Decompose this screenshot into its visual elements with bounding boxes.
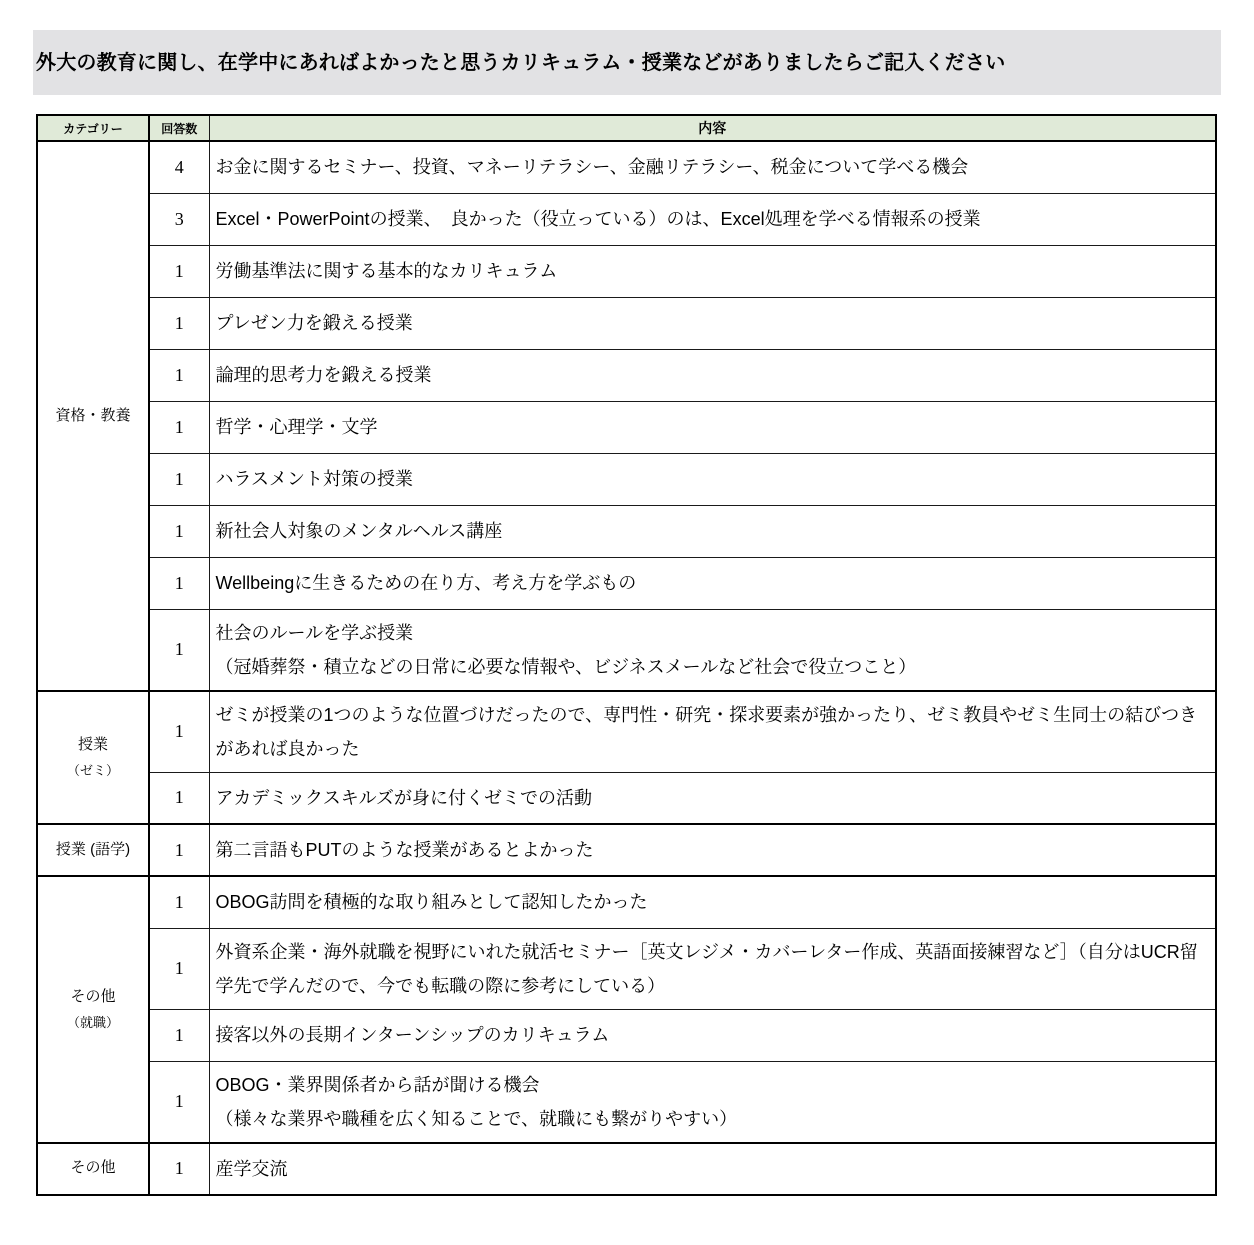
content-cell xyxy=(209,1009,1216,1061)
count-cell: 1 xyxy=(149,772,209,824)
count-cell: 1 xyxy=(149,609,209,691)
count-cell: 1 xyxy=(149,928,209,1009)
count-cell: 1 xyxy=(149,691,209,773)
category-label: その他 xyxy=(70,1159,116,1177)
count-cell: 1 xyxy=(149,245,209,297)
content-cell xyxy=(209,928,1216,1009)
content-cell xyxy=(209,824,1216,876)
content-text: Excel・PowerPointの授業、 良かった（役立っている）のは、Excel処理を学べる情報系の授業 xyxy=(215,209,981,229)
table-row xyxy=(37,505,1216,557)
table-row xyxy=(37,1061,1216,1143)
count-cell: 1 xyxy=(149,401,209,453)
content-cell xyxy=(209,505,1216,557)
content-text: （様々な業界や職種を広く知ることで、就職にも繋がりやすい） xyxy=(215,1108,738,1129)
content-text: 論理的思考力を鍛える授業 xyxy=(215,365,432,385)
count-cell: 1 xyxy=(149,349,209,401)
table-row xyxy=(37,928,1216,1009)
count-cell: 1 xyxy=(149,824,209,876)
content-text: プレゼン力を鍛える授業 xyxy=(215,313,413,333)
title-banner xyxy=(33,30,1221,95)
page-title: 外大の教育に関し、在学中にあればよかったと思うカリキュラム・授業などがありましたらご記入ください xyxy=(36,51,1006,74)
content-text: 哲学・心理学・文学 xyxy=(215,417,378,437)
content-text: お金に関するセミナー、投資、マネーリテラシー、金融リテラシー、税金について学べる機会 xyxy=(215,157,969,178)
content-cell xyxy=(209,141,1216,193)
content-text: 労働基準法に関する基本的なカリキュラム xyxy=(215,261,558,281)
category-label: その他 xyxy=(70,987,116,1005)
table-header-row xyxy=(37,115,1216,141)
content-text: 接客以外の長期インターンシップのカリキュラム xyxy=(215,1025,610,1045)
content-text: 第二言語もPUTのような授業があるとよかった xyxy=(215,840,594,860)
count-cell: 1 xyxy=(149,557,209,609)
content-text: 外資系企業・海外就職を視野にいれた就活セミナー［英文レジメ・カバーレター作成、英語面接練習など］（自分はUCR留学先で学んだので、今でも転職の際に参考にしている） xyxy=(215,941,1198,996)
table-row xyxy=(37,772,1216,824)
header-category: カテゴリー xyxy=(37,115,149,141)
content-cell xyxy=(209,401,1216,453)
count-cell: 3 xyxy=(149,193,209,245)
content-text: （冠婚葬祭・積立などの日常に必要な情報や、ビジネスメールなど社会で役立つこと） xyxy=(215,656,917,677)
table-row xyxy=(37,1009,1216,1061)
content-text: OBOG訪問を積極的な取り組みとして認知したかった xyxy=(215,892,648,913)
content-text: ゼミが授業の1つのような位置づけだったので、専門性・研究・探求要素が強かったり、ゼミ教員やゼミ生同士の結びつきがあれば良かった xyxy=(215,704,1198,759)
table-row xyxy=(37,691,1216,773)
count-cell: 1 xyxy=(149,1061,209,1143)
count-cell: 1 xyxy=(149,453,209,505)
header-content: 内容 xyxy=(209,115,1216,141)
category-label: 授業 (語学) xyxy=(55,840,131,858)
table-row xyxy=(37,349,1216,401)
count-cell: 1 xyxy=(149,505,209,557)
table-row xyxy=(37,876,1216,928)
table-row xyxy=(37,193,1216,245)
count-cell: 1 xyxy=(149,1143,209,1195)
category-label: 資格・教養 xyxy=(55,406,131,424)
table-row xyxy=(37,609,1216,691)
survey-table xyxy=(36,114,1217,1196)
category-label: 授業 xyxy=(77,735,108,753)
content-cell xyxy=(209,349,1216,401)
category-cell xyxy=(37,876,149,1143)
category-cell xyxy=(37,1143,149,1195)
header-count: 回答数 xyxy=(149,115,209,141)
content-cell xyxy=(209,453,1216,505)
table-row xyxy=(37,453,1216,505)
count-cell: 4 xyxy=(149,141,209,193)
content-text: 社会のルールを学ぶ授業 xyxy=(215,622,414,643)
content-cell xyxy=(209,1061,1216,1143)
content-text: 新社会人対象のメンタルヘルス講座 xyxy=(215,521,503,541)
content-cell xyxy=(209,609,1216,691)
table-row xyxy=(37,141,1216,193)
content-cell xyxy=(209,691,1216,773)
table-row xyxy=(37,1143,1216,1195)
table-row xyxy=(37,245,1216,297)
content-cell xyxy=(209,245,1216,297)
content-text: Wellbeingに生きるための在り方、考え方を学ぶもの xyxy=(215,573,637,593)
count-cell: 1 xyxy=(149,297,209,349)
content-cell xyxy=(209,557,1216,609)
count-cell: 1 xyxy=(149,1009,209,1061)
table-row xyxy=(37,297,1216,349)
table-row xyxy=(37,557,1216,609)
count-cell: 1 xyxy=(149,876,209,928)
content-cell xyxy=(209,1143,1216,1195)
table-body xyxy=(37,141,1216,1195)
category-label: （就職） xyxy=(66,1015,119,1031)
content-cell xyxy=(209,876,1216,928)
category-cell xyxy=(37,824,149,876)
content-text: 産学交流 xyxy=(215,1158,288,1179)
table-row xyxy=(37,824,1216,876)
category-cell xyxy=(37,691,149,825)
table-row xyxy=(37,401,1216,453)
content-cell xyxy=(209,772,1216,824)
category-label: （ゼミ） xyxy=(66,763,119,779)
content-cell xyxy=(209,297,1216,349)
category-cell xyxy=(37,141,149,691)
content-cell xyxy=(209,193,1216,245)
content-text: ハラスメント対策の授業 xyxy=(215,469,413,489)
content-text: アカデミックスキルズが身に付くゼミでの活動 xyxy=(215,787,593,808)
content-text: OBOG・業界関係者から話が聞ける機会 xyxy=(215,1074,540,1095)
